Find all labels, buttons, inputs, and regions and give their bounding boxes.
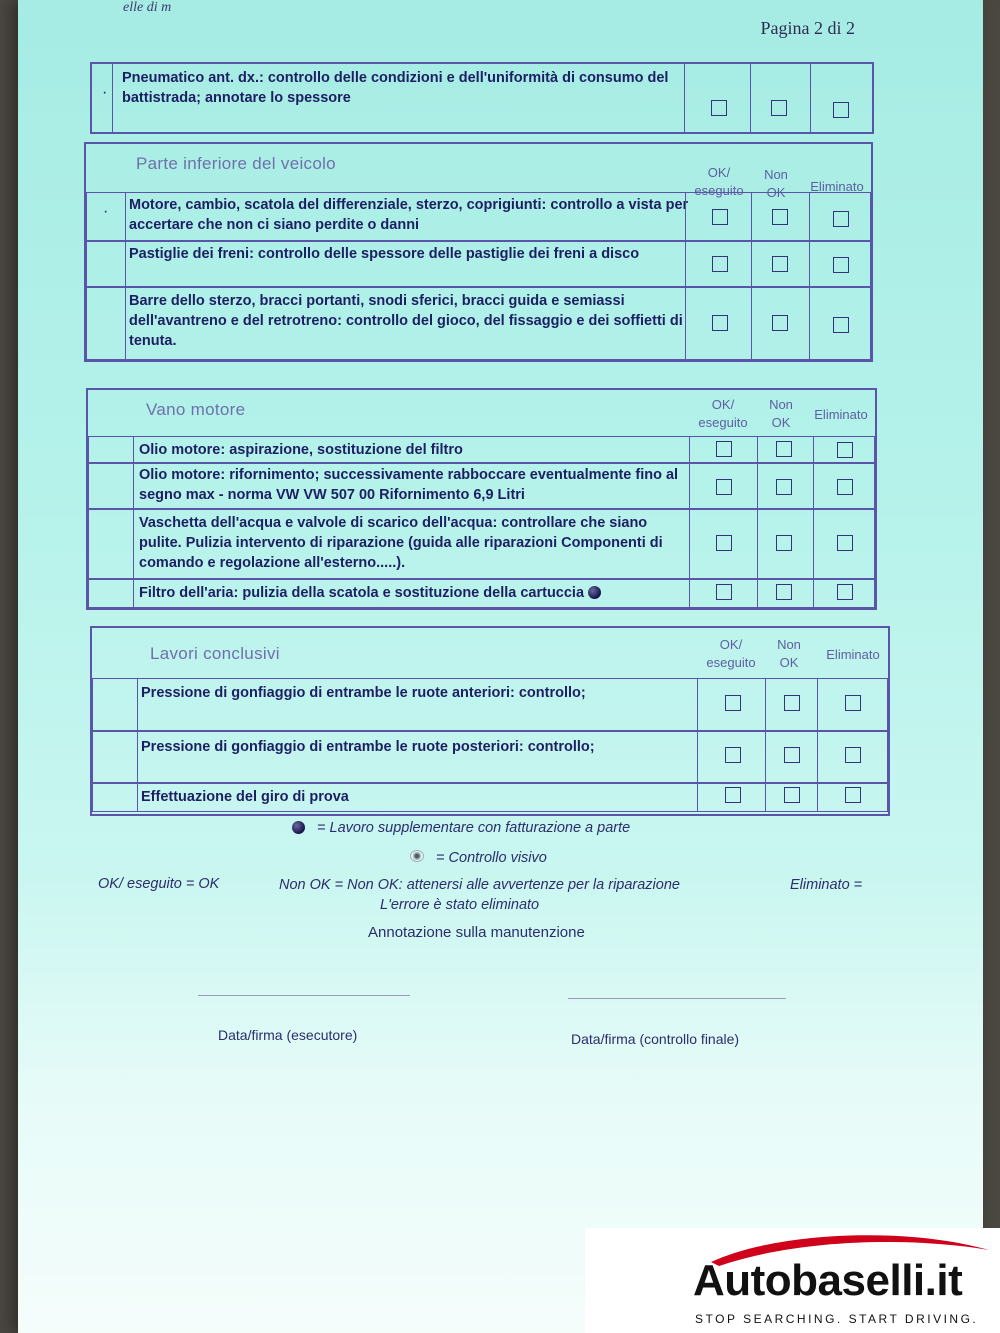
row-text: Pressione di gonfiaggio di entrambe le ruote anteriori: controllo; [141,685,586,701]
checkbox-non-ok[interactable] [772,315,788,331]
checkbox-ok[interactable] [712,256,728,272]
checkbox-non-ok[interactable] [776,584,792,600]
checkbox-non-ok[interactable] [771,100,787,116]
page-number: Pagina 2 di 2 [760,18,855,38]
extra-work-icon [292,821,305,834]
row-text: Pastiglie dei freni: controllo delle spessore delle pastiglie dei freni a disco [129,246,640,262]
checkbox-ok[interactable] [725,747,741,763]
checkbox-non-ok[interactable] [776,441,792,457]
maintenance-sheet [18,0,983,1333]
visual-check-dot-icon: · [102,84,108,101]
table-row [92,782,888,812]
checkbox-eliminato[interactable] [833,257,849,273]
checkbox-non-ok[interactable] [784,747,800,763]
watermark-logo [585,1228,1000,1333]
checkbox-ok[interactable] [711,100,727,116]
checkbox-eliminato[interactable] [845,695,861,711]
row-text: Barre dello sterzo, bracci portanti, snodi sferici, bracci guida e semiassi dell'avantreno e del retrotreno: controllo del gioco, del fissaggio e dei soffietti di tenuta. [129,293,683,349]
table-row [86,240,871,288]
section-final-work [90,626,890,816]
col-head-non-ok: Non OK [777,637,801,670]
section-title: Lavori conclusivi [150,644,280,663]
checkbox-eliminato[interactable] [845,747,861,763]
row-text [139,583,689,603]
row-text: Olio motore: aspirazione, sostituzione del filtro [139,442,463,458]
checkbox-non-ok[interactable] [772,209,788,225]
row-text: Pressione di gonfiaggio di entrambe le ruote posteriori: controllo; [141,739,595,755]
signature-line-executor[interactable] [198,995,410,996]
checkbox-non-ok[interactable] [784,787,800,803]
col-head-eliminato: Eliminato [810,179,864,194]
table-row [86,192,871,242]
top-item-box [90,62,874,134]
checkbox-eliminato[interactable] [833,317,849,333]
row-text: Olio motore: rifornimento; successivamente rabboccare eventualmente fino al segno max - norma VW VW 507 00 Rifornimento 6,9 Litri [139,467,679,503]
table-row [88,508,875,580]
section-underbody [84,142,873,362]
annotation-title: Annotazione sulla manutenzione [368,924,585,941]
visual-check-icon [410,850,424,862]
checkbox-ok[interactable] [712,315,728,331]
legend-non-ok-def: Non OK = Non OK: attenersi alle avvertenze per la riparazione [279,877,680,893]
legend-visual-check-text: = Controllo visivo [436,850,547,866]
extra-work-icon [588,586,601,599]
visual-check-dot-icon: · [103,203,109,220]
signature-label-final-check: Data/firma (controllo finale) [571,1031,740,1047]
col-head-ok: OK/ eseguito [694,165,744,198]
checkbox-ok[interactable] [725,787,741,803]
col-head-non-ok: Non OK [769,397,793,430]
col-head-ok: OK/ eseguito [698,397,748,430]
checkbox-ok[interactable] [716,584,732,600]
checkbox-ok[interactable] [716,441,732,457]
checkbox-non-ok[interactable] [772,256,788,272]
checkbox-ok[interactable] [716,479,732,495]
col-head-ok: OK/ eseguito [706,637,756,670]
checkbox-eliminato[interactable] [833,102,849,118]
legend-visual-check [410,850,547,866]
legend-elim-def: Eliminato = [790,877,863,893]
legend-extra-work [288,820,630,836]
checkbox-eliminato[interactable] [837,584,853,600]
row-text: Effettuazione del giro di prova [141,789,349,805]
table-row [88,578,875,608]
checkbox-eliminato[interactable] [837,535,853,551]
table-row [92,730,888,784]
logo-brand-name: Autobaselli.it [693,1256,963,1305]
table-row [92,678,888,732]
section-title: Vano motore [146,400,246,419]
section-title: Parte inferiore del veicolo [136,154,336,173]
col-head-eliminato: Eliminato [814,407,868,422]
checkbox-eliminato[interactable] [845,787,861,803]
checkbox-eliminato[interactable] [833,211,849,227]
checkbox-eliminato[interactable] [837,479,853,495]
legend-ok-def: OK/ eseguito = OK [98,876,220,892]
logo-tagline: STOP SEARCHING. START DRIVING. [695,1312,979,1326]
row-text-label: Filtro dell'aria: pulizia della scatola e sostituzione della cartuccia [139,585,585,601]
row-text: Vaschetta dell'acqua e valvole di scarico dell'acqua: controllare che siano pulite. Pulizia intervento di riparazione (guida alle riparazioni Componenti di comando e regolazione all'esterno.....). [139,515,663,571]
col-head-eliminato: Eliminato [826,647,880,662]
checkbox-ok[interactable] [712,209,728,225]
col-head-non-ok: Non OK [764,167,788,200]
table-row [88,462,875,510]
edge-text-fragment: elle di m [123,0,172,15]
checkbox-ok[interactable] [716,535,732,551]
legend-extra-work-text: = Lavoro supplementare con fatturazione a parte [317,820,631,836]
checkbox-non-ok[interactable] [776,535,792,551]
checkbox-ok[interactable] [725,695,741,711]
signature-line-final-check[interactable] [568,998,786,999]
legend-elim-def-2: L'errore è stato eliminato [380,897,540,913]
checkbox-eliminato[interactable] [837,442,853,458]
signature-label-executor: Data/firma (esecutore) [218,1027,358,1043]
section-engine-bay [86,388,877,610]
top-item-text: Pneumatico ant. dx.: controllo delle condizioni e dell'uniformità di consumo del battistrada; annotare lo spessore [122,70,669,106]
checkbox-non-ok[interactable] [784,695,800,711]
row-text: Motore, cambio, scatola del differenziale, sterzo, coprigiunti: controllo a vista per accertare che non ci siano perdite o danni [129,197,689,233]
table-row [86,286,871,360]
checkbox-non-ok[interactable] [776,479,792,495]
table-row [88,436,875,464]
